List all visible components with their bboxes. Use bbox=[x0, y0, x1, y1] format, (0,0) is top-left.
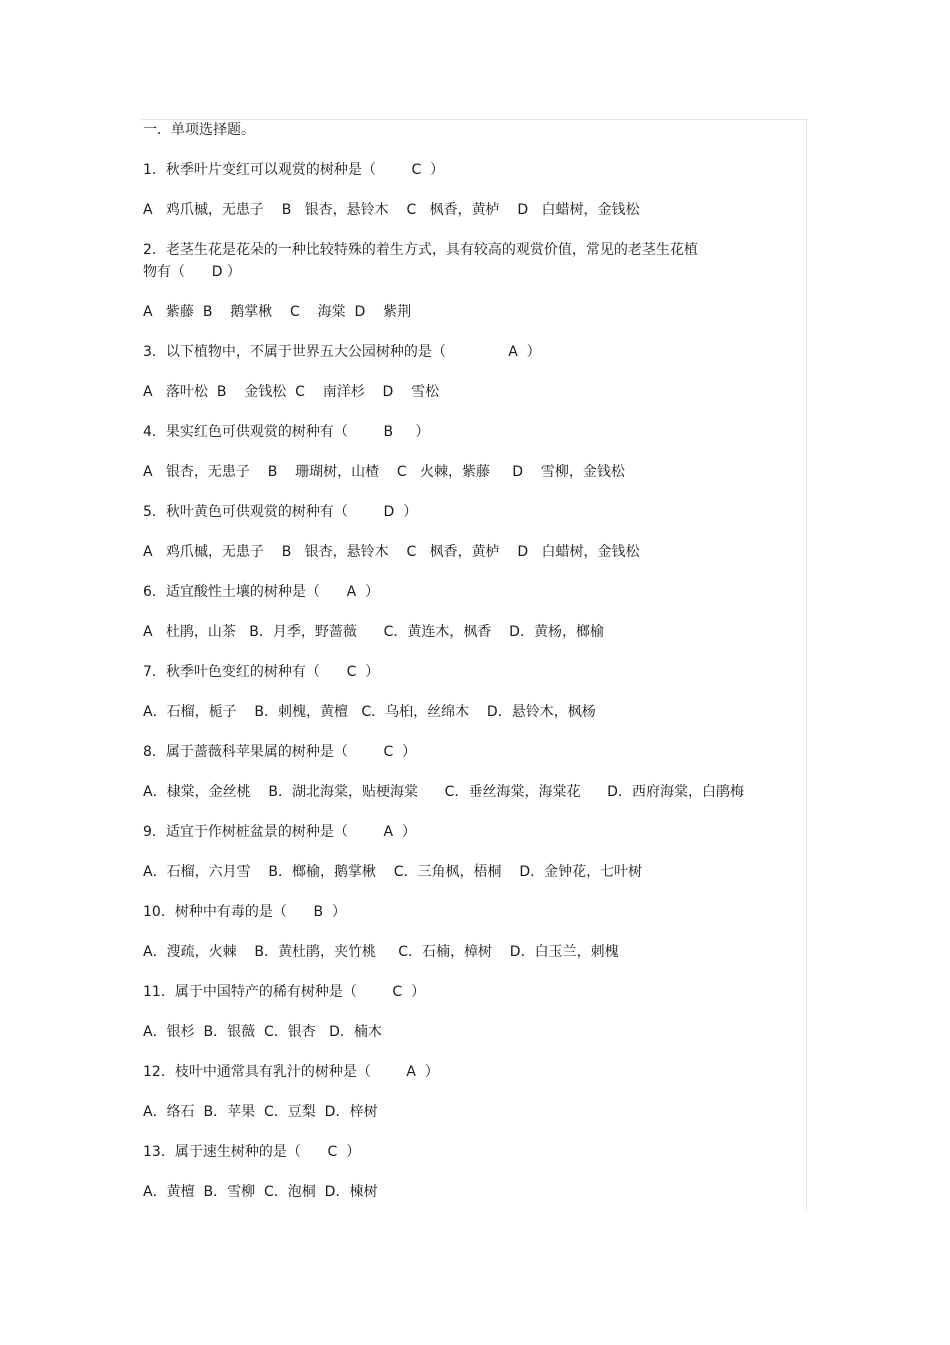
question-1: 1．秋季叶片变红可以观赏的树种是（ C ） bbox=[143, 162, 445, 178]
question-10: 10．树种中有毒的是（ B ） bbox=[143, 904, 347, 920]
options-12: A．络石 B．苹果 C．豆梨 D．梓树 bbox=[143, 1104, 378, 1120]
question-6: 6．适宜酸性土壤的树种是（ A ） bbox=[143, 584, 380, 600]
options-1: A 鸡爪槭，无患子 B 银杏，悬铃木 C 枫香，黄栌 D 白蜡树，金钱松 bbox=[143, 202, 640, 218]
question-9: 9．适宜于作树桩盆景的树种是（ A ） bbox=[143, 824, 416, 840]
question-12: 12．枝叶中通常具有乳汁的树种是（ A ） bbox=[143, 1064, 439, 1080]
options-4: A 银杏，无患子 B 珊瑚树，山楂 C 火棘，紫藤 D 雪柳，金钱松 bbox=[143, 464, 625, 480]
question-3: 3．以下植物中，不属于世界五大公园树种的是（ A ） bbox=[143, 344, 541, 360]
document-content bbox=[143, 119, 803, 1221]
options-7: A．石榴，栀子 B．刺槐，黄檀 C．乌桕，丝绵木 D．悬铃木，枫杨 bbox=[143, 704, 596, 720]
question-2-line-1: 2．老茎生花是花朵的一种比较特殊的着生方式，具有较高的观赏价值，常见的老茎生花植 bbox=[143, 242, 698, 258]
question-7: 7．秋季叶色变红的树种有（ C ） bbox=[143, 664, 380, 680]
question-2-line-2: 物有（ D ） bbox=[143, 264, 241, 280]
question-8: 8．属于蔷薇科苹果属的树种是（ C ） bbox=[143, 744, 417, 760]
options-6: A 杜鹃，山茶 B．月季，野蔷薇 C．黄连木，枫香 D．黄杨，榔榆 bbox=[143, 624, 604, 640]
question-4: 4．果实红色可供观赏的树种有（ B ） bbox=[143, 424, 430, 440]
options-10: A．溲疏，火棘 B．黄杜鹃，夹竹桃 C．石楠，樟树 D．白玉兰，刺槐 bbox=[143, 944, 619, 960]
options-13: A．黄檀 B．雪柳 C．泡桐 D．楝树 bbox=[143, 1184, 378, 1200]
options-8: A．棣棠，金丝桃 B．湖北海棠，贴梗海棠 C．垂丝海棠，海棠花 D．西府海棠，白鹃梅 bbox=[143, 784, 744, 800]
options-5: A 鸡爪槭，无患子 B 银杏，悬铃木 C 枫香，黄栌 D 白蜡树，金钱松 bbox=[143, 544, 640, 560]
question-5: 5．秋叶黄色可供观赏的树种有（ D ） bbox=[143, 504, 418, 520]
question-11: 11．属于中国特产的稀有树种是（ C ） bbox=[143, 984, 426, 1000]
options-2: A 紫藤 B 鹅掌楸 C 海棠 D 紫荆 bbox=[143, 304, 412, 320]
options-3: A 落叶松 B 金钱松 C 南洋杉 D 雪松 bbox=[143, 384, 440, 400]
question-13: 13．属于速生树种的是（ C ） bbox=[143, 1144, 361, 1160]
options-11: A．银杉 B．银薇 C．银杏 D．楠木 bbox=[143, 1024, 382, 1040]
options-9: A．石榴，六月雪 B．榔榆，鹅掌楸 C．三角枫，梧桐 D．金钟花，七叶树 bbox=[143, 864, 643, 880]
section-title: 一．单项选择题。 bbox=[143, 122, 255, 138]
